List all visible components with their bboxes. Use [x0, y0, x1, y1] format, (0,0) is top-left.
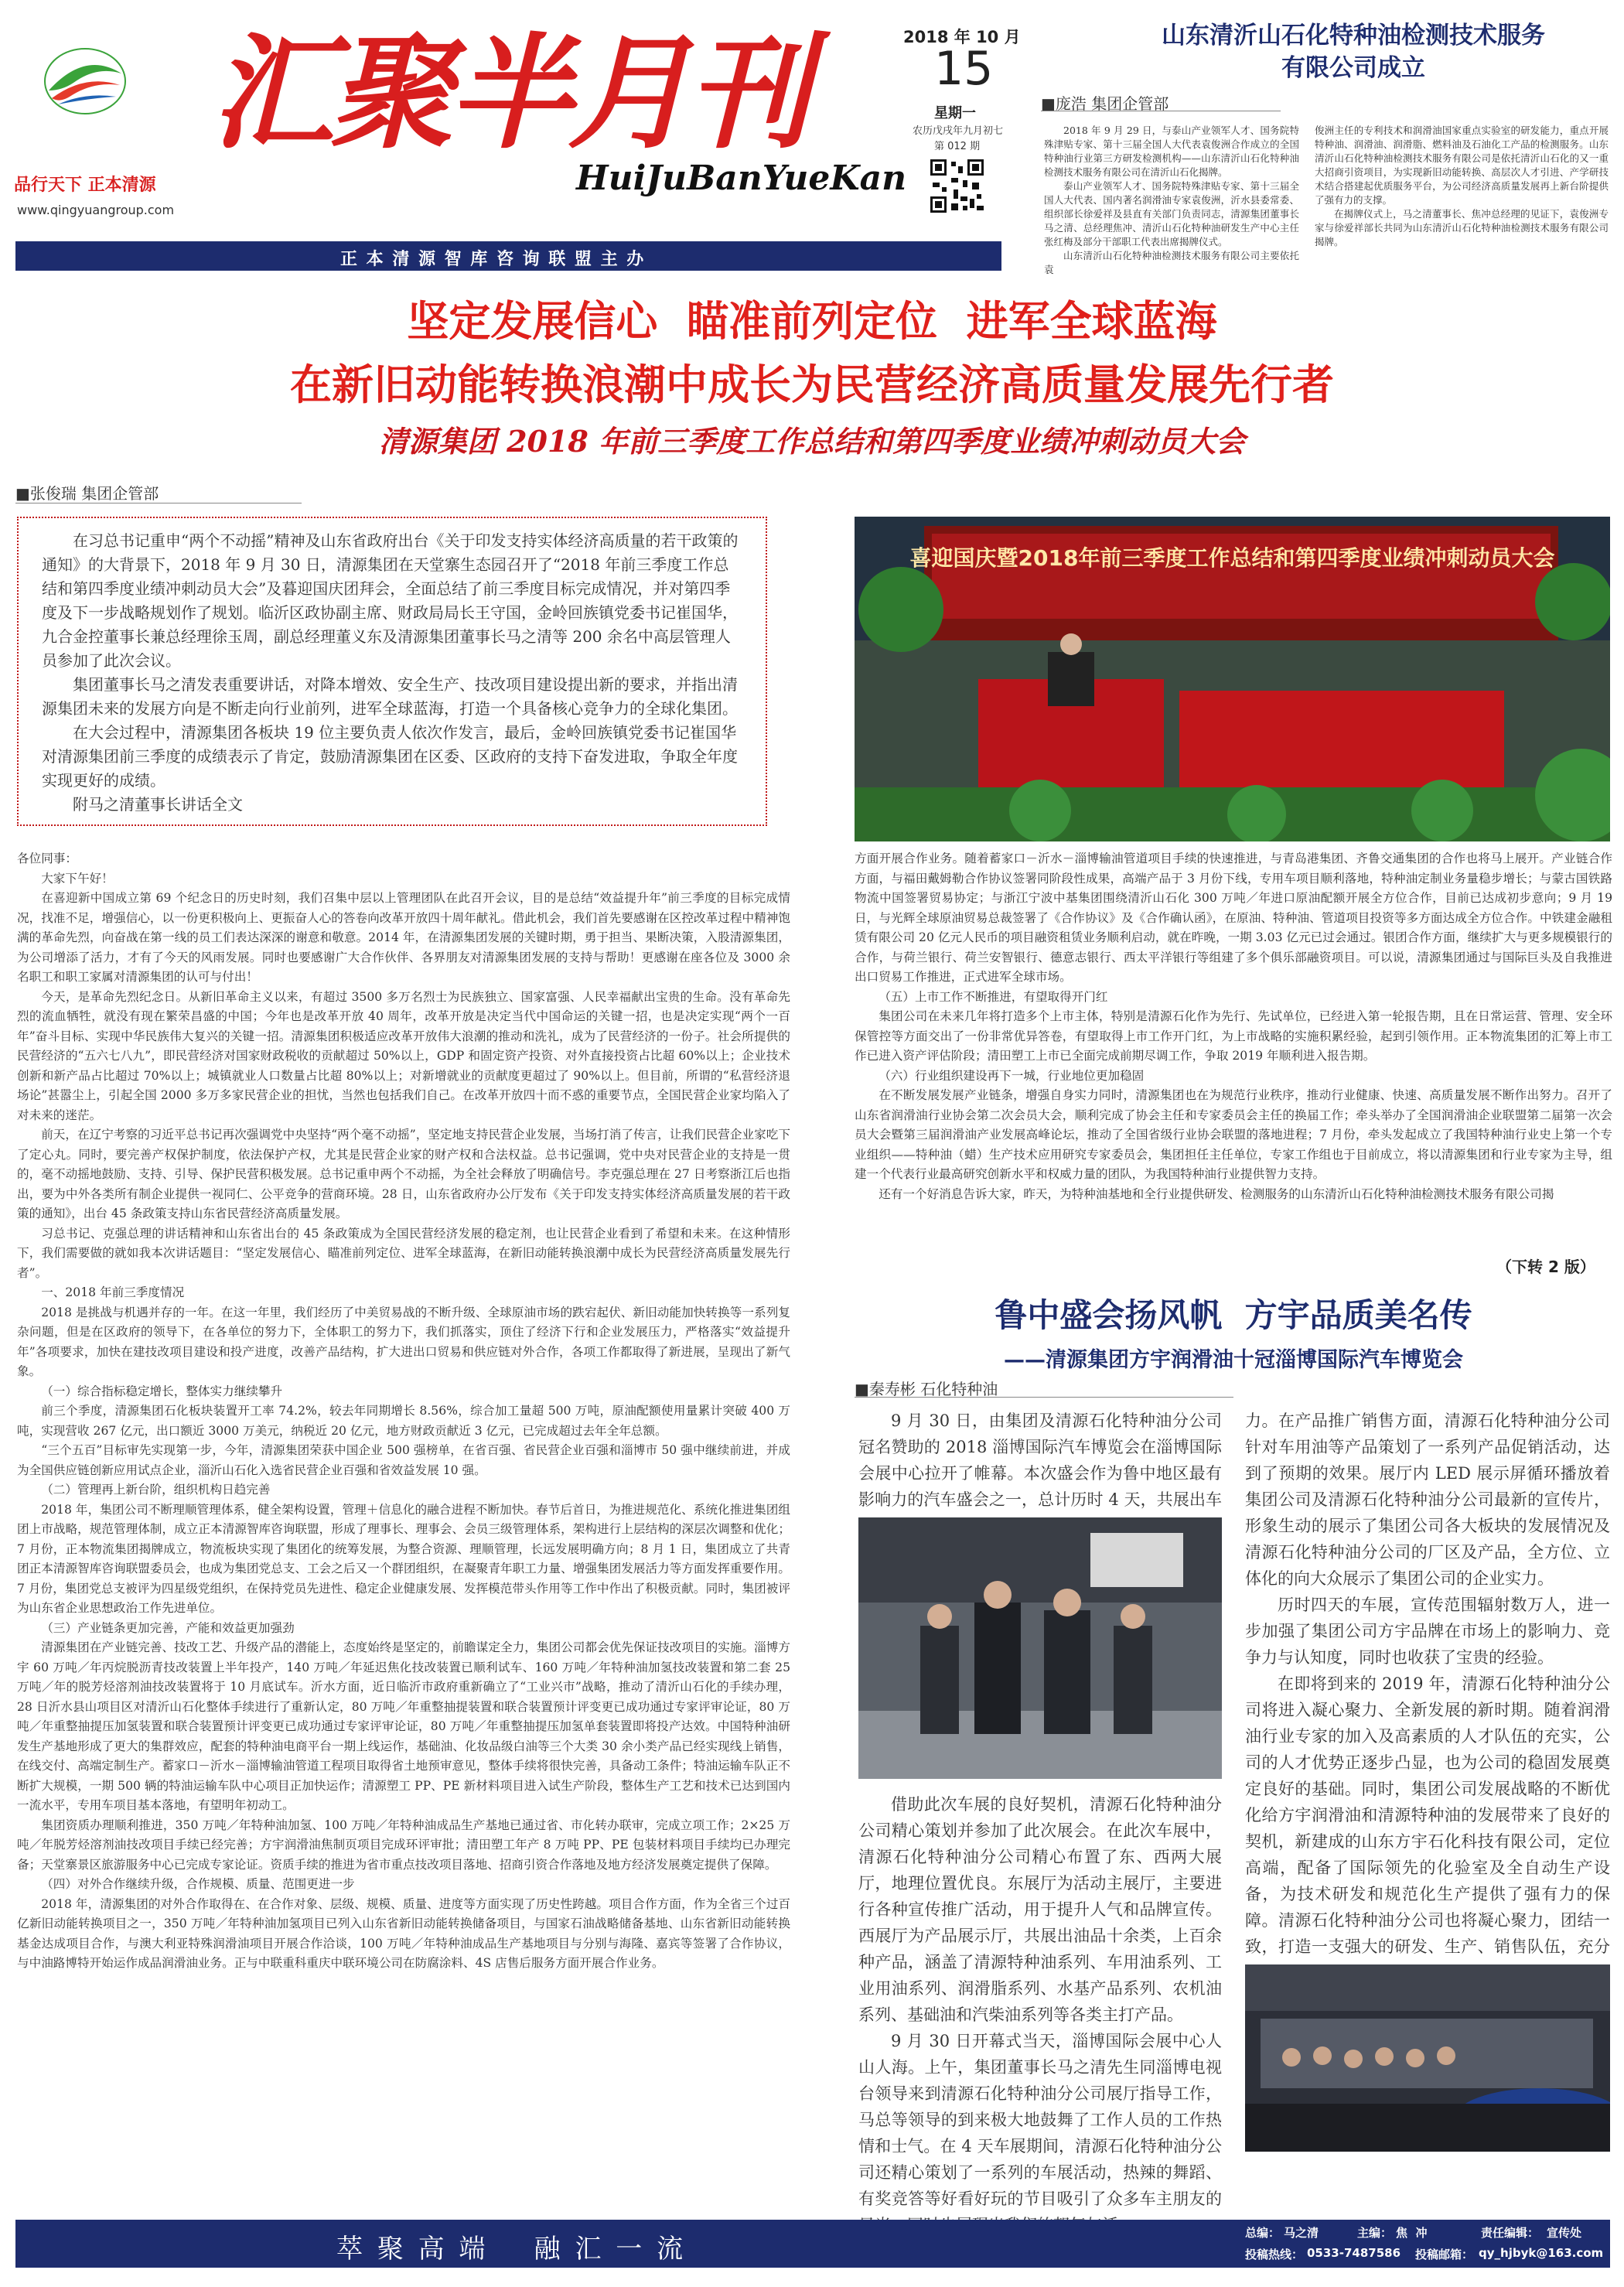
masthead-title: 汇聚半月刊 — [210, 20, 807, 166]
speech-paragraph: 集团公司在未来几年将打造多个上市主体，特别是清源石化作为先行、先试单位，已经进入第一轮报告期，且在日常运营、管理、安全环保管控等方面交出了一份非常优异答卷，有望取得上市工作开门红，为上市战略的实施积累经验，起到引领作用。正本物流集团的汇筹上市工作已进入资产评估阶段；清田塑工上市已全面完成前期尽调工作，争取 2019 年顺利进入报告期。 — [855, 1009, 1612, 1063]
masthead-pinyin: HuiJuBanYueKan — [576, 159, 907, 198]
second-article-subtitle: ——清源集团方宇润滑油十冠淄博国际汽车博览会 — [1004, 1348, 1463, 1372]
top-article-paragraph: 在揭牌仪式上，马之清董事长、焦冲总经理的见证下，袁俊洲专家与徐爱祥部长共同为山东清沂山石化特种油检测技术服务有限公司揭牌。 — [1315, 208, 1609, 247]
speech-paragraph: 大家下午好！ — [41, 871, 114, 886]
footer-phone: 0533-7487586 — [1307, 2246, 1401, 2260]
footer-email[interactable]: qy_hjbyk@163.com — [1479, 2246, 1604, 2260]
top-article-col2 — [1315, 124, 1609, 249]
speech-paragraph: 方面开展合作业务。随着蓄家口－沂水－淄博输油管道项目手续的快速推进，与青岛港集团、齐鲁交通集团的合作也将马上展开。产业链合作方面，与福田戴姆勒合作协议签署同阶段性成果，高端产品于 3 月份下线，专用车项目顺利落地，特种油定制业务量稳步增长；与蒙古国铁路物流中国签署贸易协定；与浙江宁波中基集团围绕清沂山石化 300 万吨／年进口原油配额开展全方位合作，目前已达成初步意向；9 月 19 日，与光辉全球原油贸易总裁签署了《合作协议》及《合作确认函》，在原油、特种油、管道项目投资等多方面达成全方位合作。中铁建金融租赁有限公司 20 亿元人民币的项目融资租赁业务顺利启动，就在昨晚，一期 3.03 亿元已过会通过。银团合作方面，继续扩大与更多规模银行的合作，与荷兰银行、荷兰安智银行、德意志银行、西太平洋银行等组建了多个俱乐部融资项目。可以说，清源集团通过与国际巨头及自我推进出口贸易工作推进，正式进军全球市场。 — [855, 852, 1612, 984]
speech-paragraph: 清源集团在产业链完善、技改工艺、升级产品的潜能上，态度始终是坚定的，前瞻谋定全力，集团公司都会优先保证技改项目的实施。淄博方宇 60 万吨／年丙烷脱沥青技改装置上半年投产，140 万吨／年延迟焦化技改装置已顺利试车、160 万吨／年特种油加氢技改装置和第二套 25 万吨／年的脱芳烃溶剂油技改装置将于 10 月底试车。沂水方面，近日临沂市政府重新确立了“工业兴市”战略，推动了清沂山石化的手续办理，28 日沂水县山项目区对清沂山石化整体手续进行了重新认定，80 万吨／年重整抽提装置和联合装置预计评变更已成功通过专家评审论证，80 万吨／年重整抽提压加氢装置和联合装置预计评变更已成功通过专家评审论证，80 万吨／年重整抽提压加氢单套装置即将投产达效。中国特种油研发生产基地形成了更大的集群效应，配套的特种油电商平台一期上线运作，基础油、化妆品级白油等三个大类 30 余小类产品已经实现线上销售，在线交付、高端定制生产。蓄家口－沂水－淄博输油管道工程项目取得省土地预审意见，整体手续将很快完善，具备动工条件；特油运输车队正不断扩大规模，一期 500 辆的特油运输车队中心项目正加快运作；清源塑工 PP、PE 新材料项目进入试生产阶段，整体生产工艺和技术已达到国内一流水平，专用车项目基本落地，有望明年初动工。 — [17, 1640, 790, 1812]
speech-paragraph: 2018 年，集团公司不断理顺管理体系，健全架构设置，管理＋信息化的融合进程不断加快。春节后首日，为推进规范化、系统化推进集团组团上市战略，规范管理体制，成立正本清源智库咨询联盟，形成了理事长、理事会、会员三级管理体系，架构进行上层结构的深层次调整和优化；7 月份，正本物流集团揭牌成立，物流板块实现了集团化的统筹发展，为整合资源、理顺管理，长远发展明确方向；8 月 1 日，集团成立了共青团正本清源智库咨询联盟委员会，也成为集团党总支、工会之后又一个群团组织，在凝聚青年职工力量、增强集团发展活力等方面发挥重要作用。7 月份，集团党总支被评为四星级党组织，在保持党员先进性、稳定企业健康发展、发挥模范带头作用等工作中作出了积极贡献。同时，集团被评为山东省企业思想政治工作先进单位。 — [17, 1502, 790, 1615]
top-article-byline: ■庞浩 集团企管部 — [1041, 94, 1169, 113]
speech-right-column — [855, 849, 1612, 1251]
top-article-paragraph: 俊洲主任的专利技术和润滑油国家重点实验室的研发能力，重点开展特种油、润滑油、润滑脂、燃料油及石油化工产品的检测服务。山东清沂山石化特种油检测技术服务有限公司是依托清沂山石化的又一重大招商引资项目，为实现新旧动能转换、高层次人才引进、产学研技术结合搭建起优质服务平台，为公司经济高质量发展再上新台阶提供了强有力的支撑。 — [1315, 125, 1609, 206]
speech-paragraph: 习总书记、克强总理的讲话精神和山东省出台的 45 条政策成为全国民营经济发展的稳定剂，也让民营企业看到了希望和未来。在这种情形下，我们需要做的就如我本次讲话题目：“坚定发展信心、瞄准前列定位、进军全球蓝海，在新旧动能转换浪潮中成长为民营经济高质量发展先行者”。 — [17, 1226, 790, 1280]
speech-paragraph: 2018 年，清源集团的对外合作取得在、在合作对象、层级、规模、质量、进度等方面实现了历史性跨越。项目合作方面，作为全省三个过百亿新旧动能转换项目之一，350 万吨／年特种油加氢项目已列入山东省新旧动能转换储备项目，与国家石油战略储备基地、山东省新旧动能转换基金达成项目合作，与澳大利亚特殊润滑油项目开展合作洽谈，100 万吨／年特种油成品生产基地项目与分别与海隆、嘉宾等签署了合作协议，与中油路博特开始运作成品润滑油业务。正与中联重科重庆中联环境公司在防腐涂料、4S 店售后服务方面开展合作业务。 — [17, 1896, 790, 1970]
headline-line-2: 在新旧动能转换浪潮中成长为民营经济高质量发展先行者 — [290, 360, 1334, 409]
headline-line-1: 坚定发展信心 瞄准前列定位 进军全球蓝海 — [407, 297, 1217, 346]
speech-left-column — [17, 849, 790, 2191]
speech-subheading: （三）产业链条更加完善，产能和效益更加强劲 — [41, 1620, 295, 1635]
speech-paragraph: 各位同事： — [17, 852, 77, 865]
top-article-headline-box — [1098, 19, 1609, 97]
top-article-paragraph: 2018 年 9 月 29 日，与泰山产业领军人才、国务院特殊津贴专家、第十三届全国人大代表袁俊洲合作成立的全国特种油行业第三方研发检测机构——山东清沂山石化特种油检测技术服务有限公司在清沂山石化揭牌。 — [1044, 125, 1299, 178]
intro-paragraph: 在习总书记重申“两个不动摇”精神及山东省政府出台《关于印发支持实体经济高质量的若干政策的通知》的大背景下，2018 年 9 月 30 日，清源集团在天堂寨生态园召开了“2018 年前三季度工作总结和第四季度业绩冲刺动员大会”及暮迎国庆团拜会，全面总结了前三季度目标完成情况，并对第四季度及下一步战略规划作了规划。临沂区政协副主席、财政局局长王守国，金岭回族镇党委书记崔国华，九合金控董事长兼总经理徐玉周，副总经理董义东及清源集团董事长马之清等 200 余名中高层管理人员参加了此次会议。 — [42, 531, 739, 670]
speech-paragraph: 还有一个好消息告诉大家，昨天，为特种油基地和全行业提供研发、检测服务的山东清沂山石化特种油检测技术服务有限公司揭 — [879, 1186, 1554, 1201]
expo-photo-2 — [1245, 1964, 1610, 2152]
speech-paragraph: 在不断发展发展产业链条，增强自身实力同时，清源集团也在为规范行业秩序，推动行业健康、快速、高质量发展不断作出努力。召开了山东省润滑油行业协会第二次会员大会，顺利完成了协会主任和专家委员会主任的换届工作；牵头举办了全国润滑油企业联盟第二届第一次会员大会暨第三届润滑油产业发展高峰论坛，推动了全国省级行业协会联盟的落地进程；7 月份，牵头发起成立了我国特种油行业史上第一个专业组织——特种油（蜡）生产技术应用研究专家委员会，集团担任主任单位，专家工作组也于目前成立，将以清源集团和行业专家为主导，组建一个代表行业最高研究创新水平和权威力量的团队，为我国特种油行业提供智力支持。 — [855, 1088, 1612, 1181]
second-article-byline: ■秦寿彬 石化特种油 — [855, 1380, 998, 1398]
top-article-paragraph: 泰山产业领军人才、国务院特殊津贴专家、第十三届全国人大代表、国内著名润滑油专家袁俊洲，沂水县委常委、组织部长徐爱祥及县直有关部门负责同志，清源集团董事长马之清、总经理焦冲、清沂山石化特种油研发生产中心主任张红梅及部分干部职工代表出席揭牌仪式。 — [1044, 180, 1299, 247]
expo-paragraph: 在即将到来的 2019 年，清源石化特种油分公司将进入凝心聚力、全新发展的新时期。随着润滑油行业专家的加入及高素质的人才队伍的充实，公司的人才优势正逐步凸显，也为公司的稳固发展奠定良好的基础。同时，集团公司发展战略的不断优化给方宇润滑油和清源特种油的发展带来了良好的契机，新建成的山东方宇石化科技有限公司，定位高端，配备了国际领先的化验室及全自动生产设备，为技术研发和规范化生产提供了强有力的保障。清源石化特种油分公司也将凝心聚力，团结一致，打造一支强大的研发、生产、销售队伍，充分 — [1245, 1674, 1610, 1956]
speech-subheading: （四）对外合作继续升级，合作规模、质量、范围更进一步 — [41, 1877, 355, 1891]
intro-paragraph: 在大会过程中，清源集团各板块 19 位主要负责人依次作发言，最后，金岭回族镇党委书记崔国华对清源集团前三季度的成绩表示了肯定，鼓励清源集团在区委、区政府的支持下奋发进取，争取全年度实现更好的成绩。 — [42, 723, 738, 790]
footer-responsible-label: 责任编辑： — [1481, 2226, 1540, 2240]
main-article-byline: ■张俊瑞 集团企管部 — [15, 484, 159, 503]
footer-chief-editor-label: 总编： — [1245, 2226, 1281, 2240]
speech-paragraph: 在喜迎新中国成立第 69 个纪念日的历史时刻，我们召集中层以上管理团队在此召开会议，目的是总结“效益提升年”前三季度的目标完成情况，找准不足，增强信心，以一份更积极向上、更振奋人心的答卷向改革开放四十周年献礼。借此机会，我们首先要感谢在区控改革过程中精神饱满的革命先烈，向奋战在第一线的员工们表达深深的谢意和敬意。2014 年，在清源集团发展的关键时期，勇于担当、果断决策，入股清源集团，为公司增添了活力，才有了今天的风雨发展。同时也要感谢广大合作伙伴、各界朋友对清源集团发展的支持与帮助！更感谢在座各位及 3000 余名职工和职工家属对清源集团的认可与付出！ — [17, 891, 790, 984]
footer-editor-label: 主编： — [1357, 2226, 1393, 2240]
weekday: 星期一 — [934, 105, 976, 121]
expo-paragraph: 力。在产品推广销售方面，清源石化特种油分公司针对车用油等产品策划了一系列产品促销活动，达到了预期的效果。展厅内 LED 展示屏循环播放着集团公司及清源石化特种油分公司最新的宣传片，形象生动的展示了集团公司各大板块的发展情况及清源石化特种油分公司的厂区及产品，全方位、立体化的向大众展示了集团公司的企业实力。 — [1245, 1411, 1610, 1588]
expo-paragraph: 9 月 30 日开幕式当天，淄博国际会展中心人山人海。上午，集团董事长马之清先生同淄博电视台领导来到清源石化特种油分公司展厅指导工作，马总等领导的到来极大地鼓舞了工作人员的工作热情和士气。在 4 天车展期间，清源石化特种油分公司还精心策划了一系列的车展活动，热辣的舞蹈、有奖竞答等好看好玩的节目吸引了众多车主朋友的 — [858, 2032, 1222, 2208]
speech-paragraph: 2018 是挑战与机遇并存的一年。在这一年里，我们经历了中美贸易战的不断升级、全球原油市场的跌宕起伏、新旧动能加快转换等一系列复杂问题，但是在区政府的领导下，在各单位的努力下，全体职工的努力下，我们抓落实，顶住了经济下行和企业发展压力，严格落实“效益提升年”各项要求，加快在建技改项目建设和投产进度，改善产品结构，扩大进出口贸易和供应链对外合作，各项工作都取得了新进展，呈现出了新气象。 — [17, 1305, 790, 1378]
speech-paragraph: 今天，是革命先烈纪念日。从新旧革命主义以来，有超过 3500 多万名烈士为民族独立、国家富强、人民幸福献出宝贵的生命。没有革命先烈的流血牺牲，就没有现在繁荣昌盛的中国；今年也是改革开放 40 周年，改革开放是决定当代中国命运的关键一招，也是决定实现“两个一百年”奋斗目标、实现中华民族伟大复兴的关键一招。清源集团积极适应改革开放伟大浪潮的推动和洗礼，成为了民营经济的一份子。社会所提供的民营经济的“五六七八九”，即民营经济对国家财政税收的贡献超过 50%以上，GDP 和固定资产投资、对外直接投资占比超 60%以上；企业技术创新和新产品占比超过 70%以上；城镇就业人口数量占比超 80%以上；对新增就业的贡献度更超过了 90%以上。但目前，所谓的“私营经济退场论”甚嚣尘上，引起全国 2000 多万多家民营企业的担忧，当然也包括我们自己。在改革开放四十而不惑的重要节点，全国民营企业家均陷入了对未来的迷茫。 — [17, 989, 790, 1122]
expo-paragraph: 历时四天的车展，宣传范围辐射数万人，进一步加强了集团公司方宇品牌在市场上的影响力、竞争力与认知度，同时也收获了宝贵的经验。 — [1245, 1596, 1610, 1667]
speech-paragraph: 前三个季度，清源集团石化板块装置开工率 74.2%，较去年同期增长 8.56%，综合加工量超 500 万吨，原油配额使用量累计突破 400 万吨，实现营收 267 亿元，出口额近 3000 万美元，纳税近 20 亿元，地方财政贡献近 3 亿元，已完成超过去年全年总额。 — [17, 1404, 790, 1438]
masthead-banner — [15, 241, 1001, 271]
intro-paragraph: 集团董事长马之清发表重要讲话，对降本增效、安全生产、技改项目建设提出新的要求，并指出清源集团未来的发展方向是不断走向行业前列，进军全球蓝海，打造一个具备核心竞争力的全球化集团。 — [42, 675, 738, 718]
top-article-paragraph: 山东清沂山石化特种油检测技术服务有限公司主要依托袁 — [1044, 250, 1299, 275]
speech-subheading: （一）综合指标稳定增长，整体实力继续攀升 — [41, 1384, 283, 1398]
top-article-headline: 山东清沂山石化特种油检测技术服务有限公司成立 — [1162, 22, 1545, 82]
second-article-right — [1245, 1408, 1610, 2012]
intro-paragraph: 附马之清董事长讲话全文 — [73, 795, 243, 814]
speech-paragraph: “三个五百”目标审先实现第一步，今年，清源集团荣获中国企业 500 强榜单，在省百强、省民营企业百强和淄博市 50 强中继续前进，并成为全国供应链创新应用试点企业，淄沂山石化入选省民营企业百强和省效益发展 10 强。 — [17, 1443, 790, 1477]
continued-note[interactable]: （下转 2 版） — [1496, 1258, 1595, 1276]
second-article-left-bottom — [858, 1791, 1222, 2238]
speech-paragraph: 集团资质办理顺利推进，350 万吨／年特种油加氢、100 万吨／年特种油成品生产基地已通过省、市化转办联审，完成立项工作；2×25 万吨／年脱芳烃溶剂油技改项目手续已经完善；方宇润滑油焦制页项目完成环评审批；清田塑工年产 8 万吨 PP、PE 包装材料项目手续均已办理完备；天堂寨景区旅游服务中心已完成专家论证。资质手续的推进为省市重点技改项目落地、招商引资合作落地及地方经济发展奠定提供了保障。 — [17, 1818, 790, 1872]
company-logo — [43, 43, 128, 116]
speech-subheading: （六）行业组织建设再下一城，行业地位更加稳固 — [879, 1068, 1145, 1083]
footer-email-label: 投稿邮箱： — [1415, 2248, 1474, 2261]
speech-section-heading: 一、2018 年前三季度情况 — [41, 1285, 185, 1299]
date-year-month: 2018 年 10 月 — [903, 28, 1021, 46]
lunar-date: 农历戊戌年九月初七 — [913, 125, 1004, 137]
footer-responsible: 宣传处 — [1547, 2226, 1582, 2240]
date-day: 15 — [934, 42, 994, 96]
intro-box — [17, 517, 767, 826]
qr-code-icon — [928, 157, 986, 215]
expo-paragraph: 借助此次车展的良好契机，清源石化特种油分公司精心策划并参加了此次展会。在此次车展中，清源石化特种油分公司精心布置了东、西两大展厅，地理位置优良。东展厅为活动主展厅，主要进行各种宣传推广活动，用于提升人气和品牌宣传。西展厅为产品展示厅，共展出油品十余类，上百余种产品，涵盖了清源特种油系列、车用油系列、工业用油系列、润滑脂系列、水基产品系列、农机油系列、基础油和汽柴油系列等各类主打产品。 — [858, 1795, 1222, 2024]
second-article-headline: 鲁中盛会扬风帆 方宇品质美名传 — [995, 1296, 1472, 1334]
expo-photo-1 — [858, 1517, 1222, 1779]
banner-text: 正 本 清 源 智 库 咨 询 联 盟 主 办 — [340, 250, 646, 269]
speech-subheading: （五）上市工作不断推进，有望取得开门红 — [879, 989, 1108, 1004]
speech-paragraph: 前天，在辽宁考察的习近平总书记再次强调党中央坚持“两个毫不动摇”，坚定地支持民营企业发展，当场打消了传言，让我们民营企业家吃下了定心丸。同时，要完善产权保护制度，依法保护产权，尤其是民营企业家的财产权和合法权益。总书记强调，党中央对民营企业的支持是一贯的，毫不动摇地鼓励、支持、引导、保护民营积极发展。总书记重申两个不动摇，为全社会释放了明确信号。李克强总理在 27 日考察浙江后也指出，要为中外各类所有制企业提供一视同仁、公平竞争的营商环境。28 日，山东省政府办公厅发布《关于印发支持实体经济高质量发展的若干政策的通知》，出台 45 条政策支持山东省民营经济高质量发展。 — [17, 1128, 790, 1220]
footer-slogan: 萃 聚 高 端 融 汇 一 流 — [336, 2234, 687, 2265]
footer-editor: 焦 冲 — [1396, 2226, 1428, 2240]
footer-phone-label: 投稿热线： — [1245, 2248, 1304, 2261]
headline-subtitle: 清源集团 2018 年前三季度工作总结和第四季度业绩冲刺动员大会 — [378, 424, 1246, 459]
logo-slogan: 品行天下 正本清源 — [14, 176, 156, 195]
second-byline-divider — [855, 1397, 1233, 1398]
photo-banner-text: 喜迎国庆暨2018年前三季度工作总结和第四季度业绩冲刺动员大会 — [909, 545, 1555, 571]
website-link[interactable]: www.qingyuangroup.com — [17, 203, 175, 217]
expo-paragraph: 9 月 30 日，由集团及清源石化特种油分公司冠名赞助的 2018 淄博国际汽车博览会在淄博国际会展中心拉开了帷幕。本次盛会作为鲁中地区最有影响力的汽车盛会之一，总计历时 4 天，共展出车 — [858, 1411, 1222, 1509]
speech-subheading: （二）管理再上新台阶，组织机构日趋完善 — [41, 1483, 271, 1497]
conference-photo — [855, 517, 1610, 841]
footer-chief-editor: 马之清 — [1284, 2226, 1319, 2240]
issue-number: 第 012 期 — [934, 141, 981, 152]
top-article-col1 — [1044, 124, 1299, 277]
footer-bar — [15, 2220, 1610, 2268]
